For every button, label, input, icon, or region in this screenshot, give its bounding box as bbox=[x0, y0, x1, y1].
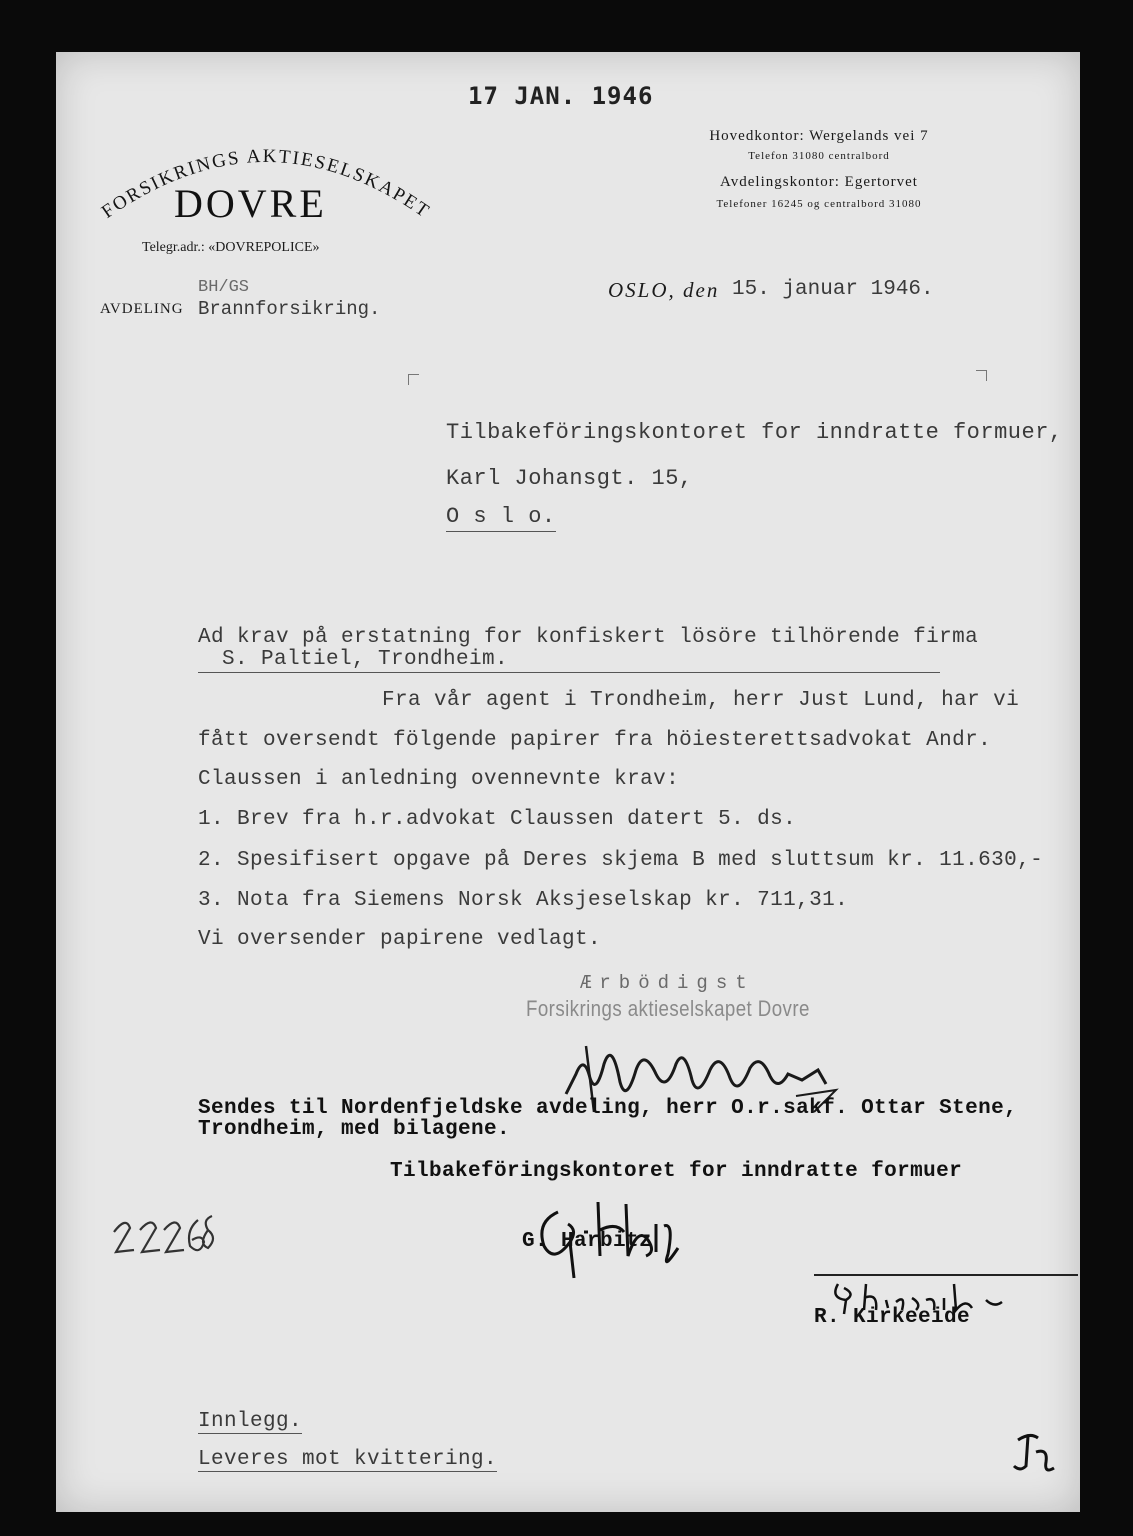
arc-label: FORSIKRINGS AKTIESELSKAPET bbox=[97, 145, 435, 223]
enclosure-item-2: 2. Spesifisert opgave på Deres skjema B med sluttsum kr. 11.630,- bbox=[198, 849, 1044, 872]
recipient-line-1: Tilbakeföringskontoret for inndratte formuer, bbox=[446, 420, 1063, 445]
company-stamp: Forsikrings aktieselskapet Dovre bbox=[526, 996, 810, 1021]
avdeling-label: AVDELING bbox=[100, 301, 184, 317]
forwarding-office: Tilbakeföringskontoret for inndratte formuer bbox=[390, 1160, 963, 1183]
place-label: OSLO, den bbox=[608, 278, 720, 302]
greeting: Ærbödigst bbox=[580, 972, 755, 994]
corner-initials-mark bbox=[1008, 1422, 1068, 1482]
letter-date: 15. januar 1946. bbox=[732, 278, 934, 301]
second-signer-name: R. Kirkeeide bbox=[814, 1306, 971, 1329]
received-date-stamp: 17 JAN. 1946 bbox=[468, 82, 654, 110]
head-office: Hovedkontor: Wergelands vei 7 bbox=[709, 128, 929, 144]
letter-page bbox=[56, 52, 1080, 1512]
footer-line-2: Leveres mot kvittering. bbox=[198, 1448, 498, 1471]
signer-name: G. Harbitz bbox=[522, 1230, 653, 1253]
telegram-address: Telegr.adr.: «DOVREPOLICE» bbox=[142, 240, 320, 255]
recipient-line-2: Karl Johansgt. 15, bbox=[446, 466, 693, 491]
subject-underline bbox=[198, 648, 940, 673]
window-corner-top-left bbox=[408, 374, 419, 385]
head-office-phone: Telefon 31080 centralbord bbox=[748, 150, 890, 162]
subject-line-1: Ad krav på erstatning for konfiskert lösöre tilhörende firma bbox=[198, 626, 979, 649]
recipient-line-3: O s l o. bbox=[446, 504, 556, 532]
branch-office-phone: Telefoner 16245 og centralbord 31080 bbox=[716, 198, 922, 210]
enclosure-item-1: 1. Brev fra h.r.advokat Claussen datert 5. ds. bbox=[198, 808, 797, 831]
company-name: DOVRE bbox=[174, 181, 327, 226]
body-paragraph-line-3: Claussen i anledning ovennevnte krav: bbox=[198, 768, 680, 791]
handwritten-archive-number bbox=[108, 1202, 218, 1272]
enclosure-item-3: 3. Nota fra Siemens Norsk Aksjeselskap kr. 711,31. bbox=[198, 889, 849, 912]
department-name: Brannforsikring. bbox=[198, 298, 381, 320]
body-paragraph-line-1: Fra vår agent i Trondheim, herr Just Lund, har vi bbox=[382, 689, 1020, 712]
window-corner-top-right bbox=[976, 370, 987, 381]
branch-office: Avdelingskontor: Egertorvet bbox=[720, 174, 918, 190]
forwarding-line-2: Trondheim, med bilagene. bbox=[198, 1118, 511, 1141]
forwarding-line-1: Sendes til Nordenfjeldske avdeling, herr O.r.sakf. Ottar Stene, bbox=[198, 1097, 1018, 1120]
footer-line-1: Innlegg. bbox=[198, 1410, 303, 1433]
reference-code: BH/GS bbox=[198, 278, 250, 297]
closing-line: Vi oversender papirene vedlagt. bbox=[198, 928, 602, 951]
subject-line-2: S. Paltiel, Trondheim. bbox=[222, 648, 509, 671]
body-paragraph-line-2: fått oversendt fölgende papirer fra höiesterettsadvokat Andr. bbox=[198, 729, 992, 752]
